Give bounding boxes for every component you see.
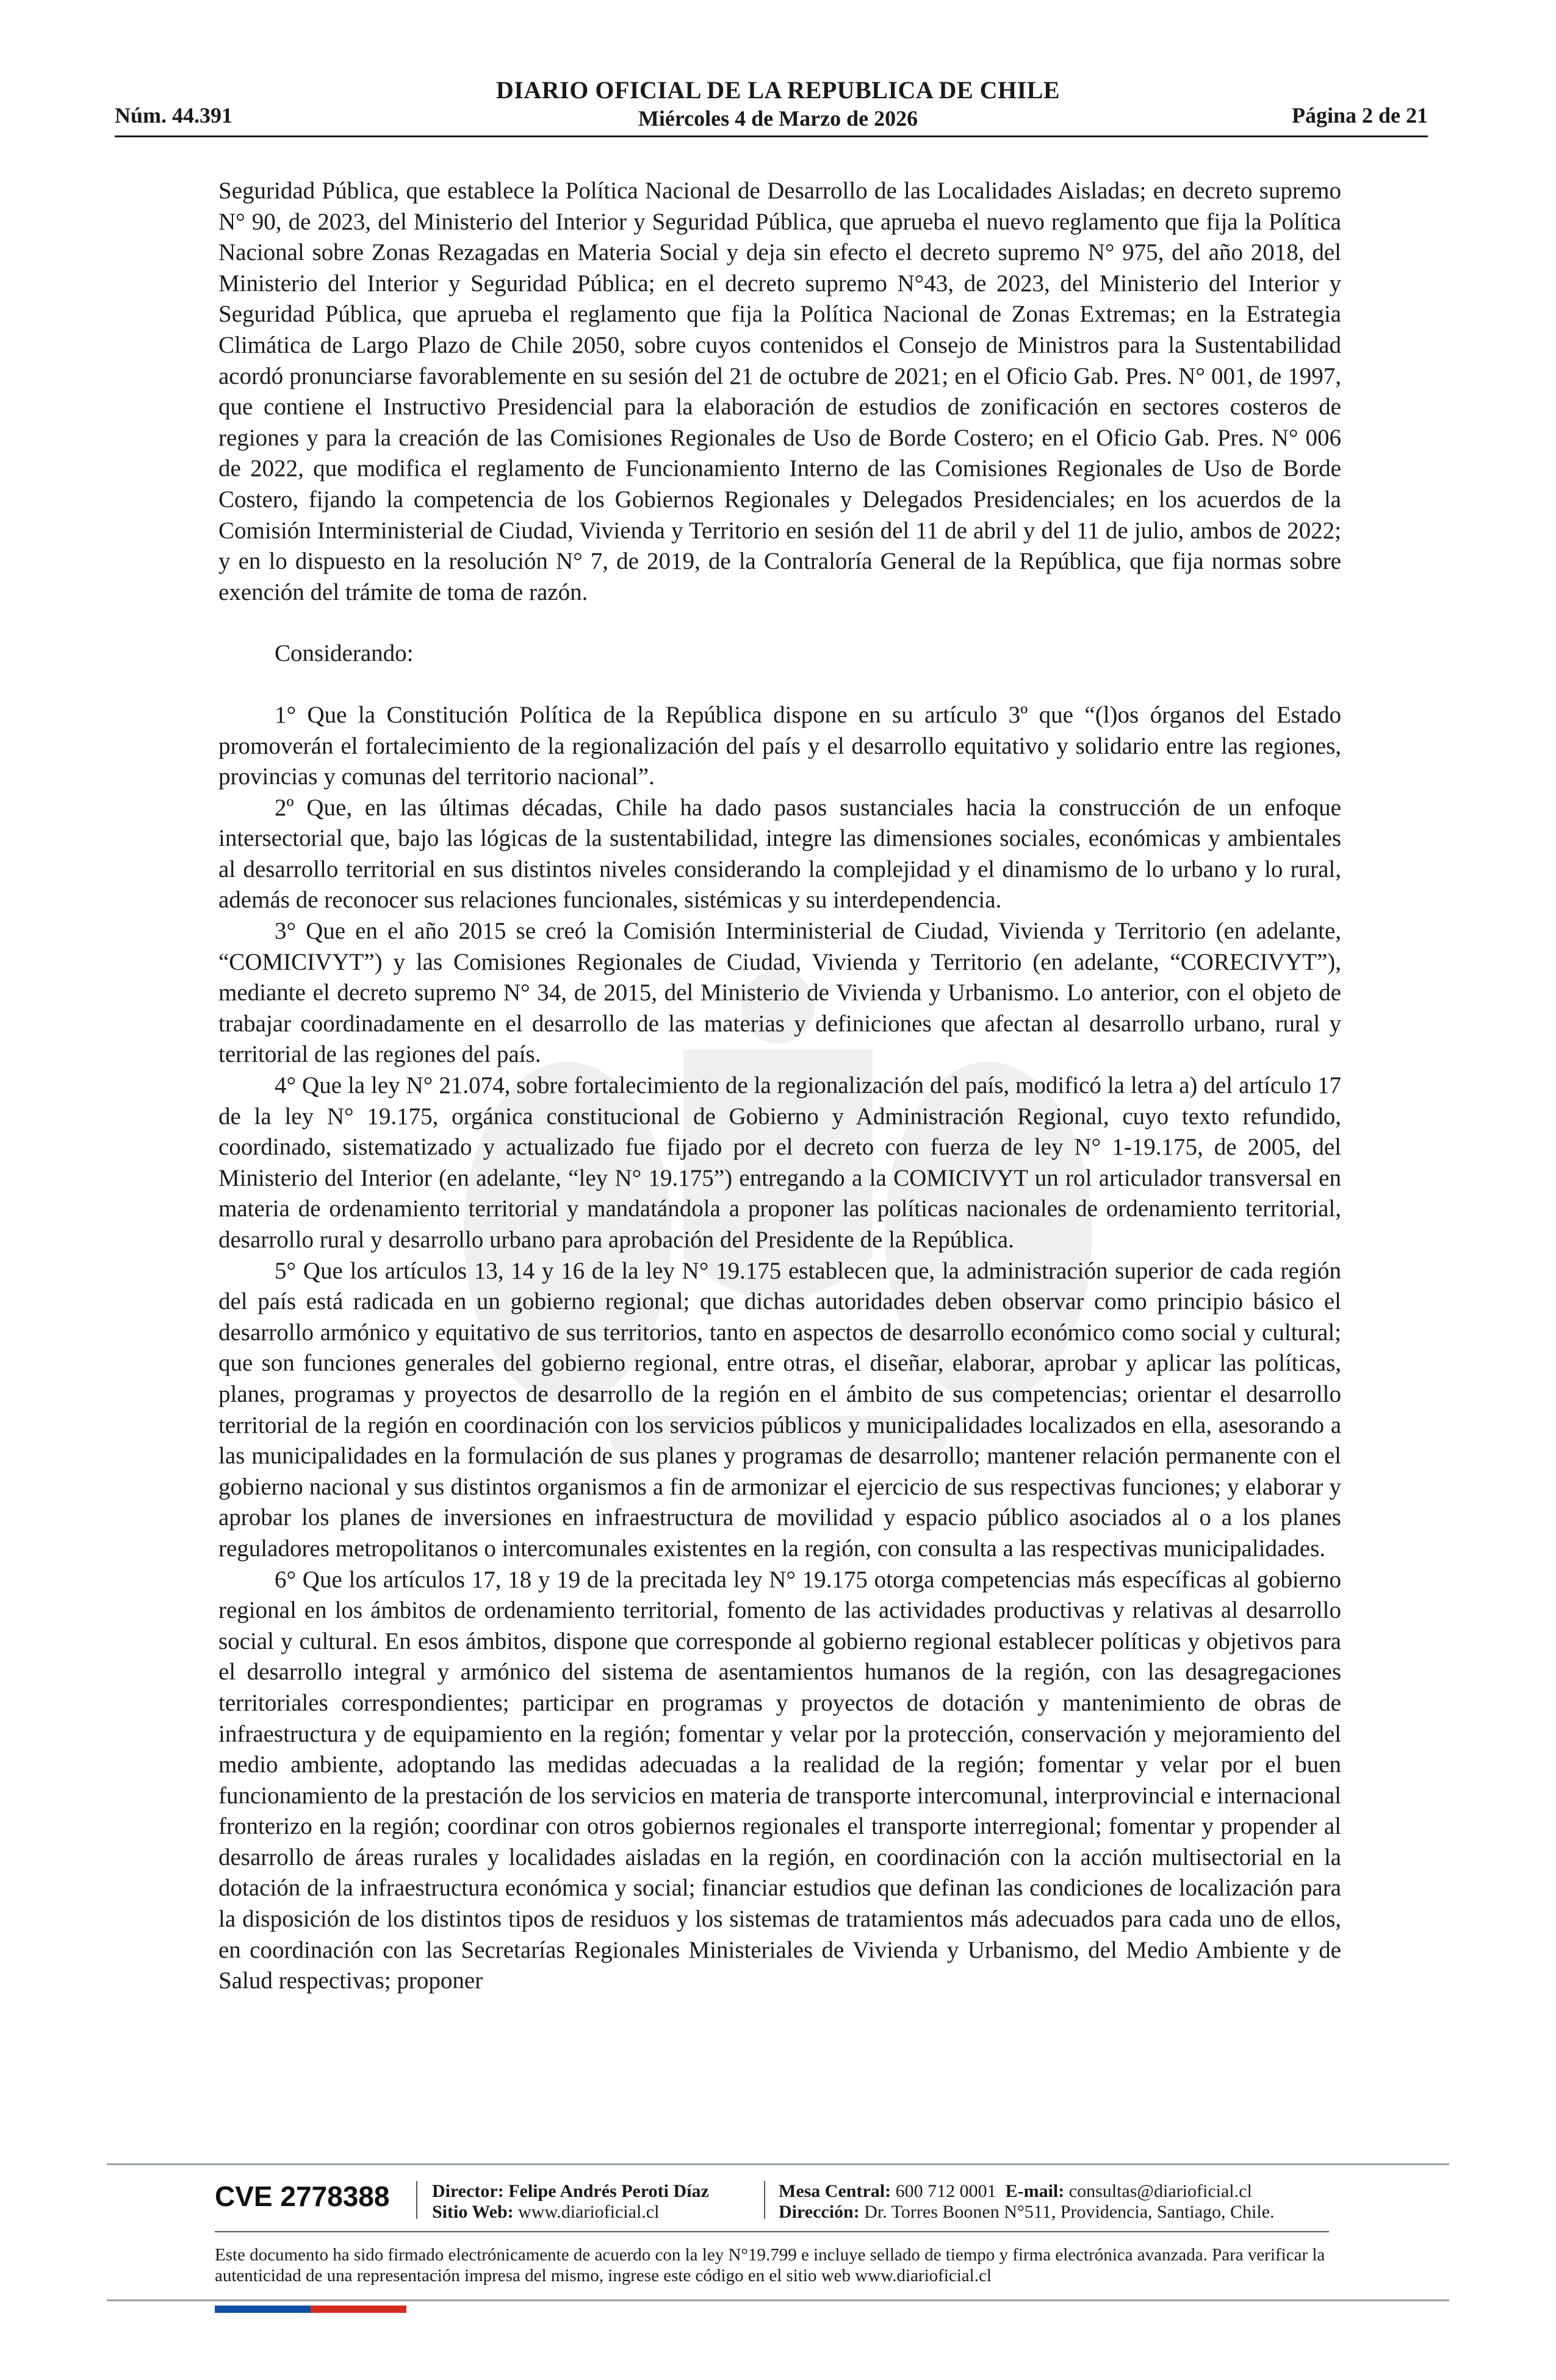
intro-paragraph: Seguridad Pública, que establece la Política Nacional de Desarrollo de las Localidades Aisladas; en decreto supremo N° 90, de 2023, del Ministerio del Interior y Seguridad Pública, que aprueba el nuevo reglamento que fija la Política Nacional sobre Zonas Rezagadas en Materia Social y deja sin efecto el decreto supremo N° 975, del año 2018, del Ministerio del Interior y Seguridad Pública; en el decreto supremo N°43, de 2023, del Ministerio del Interior y Seguridad Pública, que aprueba el reglamento que fija la Política Nacional de Zonas Extremas; en la Estrategia Climática de Largo Plazo de Chile 2050, sobre cuyos contenidos el Consejo de Ministros para la Sustentabilidad acordó pronunciarse favorablemente en su sesión del 21 de octubre de 2021; en el Oficio Gab. Pres. N° 001, de 1997, que contiene el Instructivo Presidencial para la elaboración de estudios de zonificación en sectores costeros de regiones y para la creación de las Comisiones Regionales de Uso de Borde Costero; en el Oficio Gab. Pres. N° 006 de 2022, que modifica el reglamento de Funcionamiento Interno de las Comisiones Regionales de Uso de Borde Costero, fijando la competencia de los Gobiernos Regionales y Delegados Presidenciales; en los acuerdos de la Comisión Interministerial de Ciudad, Vivienda y Territorio en sesión del 11 de abril y del 11 de julio, ambos de 2022; y en lo dispuesto en la resolución N° 7, de 2019, de la Contraloría General de la República, que fija normas sobre exención del trámite de toma de razón. xyxy=(218,178,1341,605)
considerando-paragraph-3: 3° Que en el año 2015 se creó la Comisión Interministerial de Ciudad, Vivienda y Territorio (en adelante, “COMICIVYT”) y las Comisiones Regionales de Ciudad, Vivienda y Territorio (en adelante, “CORECIVYT”), mediante el decreto supremo N° 34, de 2015, del Ministerio de Vivienda y Urbanismo. Lo anterior, con el objeto de trabajar coordinadamente en el desarrollo de las materias y definiciones que afectan al desarrollo urbano, rural y territorial de las regiones del país. xyxy=(218,918,1341,1068)
website-link[interactable]: www.diarioficial.cl xyxy=(518,2202,660,2222)
footer-separator xyxy=(416,2181,417,2219)
footer-bottom-rule xyxy=(107,2299,1449,2301)
newspaper-title: DIARIO OFICIAL DE LA REPUBLICA DE CHILE xyxy=(495,76,1061,104)
footer-director-block xyxy=(432,2181,709,2223)
director-label: Director: xyxy=(432,2181,504,2201)
footer-top-rule xyxy=(107,2163,1449,2165)
considerando-paragraph-1: 1° Que la Constitución Política de la República dispone en su artículo 3º que “(l)os órganos del Estado promoverán el fortalecimiento de la regionalización del país y el desarrollo equitativo y solidario entre las regiones, provincias y comunas del territorio nacional”. xyxy=(218,701,1341,790)
header-divider xyxy=(115,135,1428,137)
considerando-paragraph-6: 6° Que los artículos 17, 18 y 19 de la precitada ley N° 19.175 otorga competencias más específicas al gobierno regional en los ámbitos de ordenamiento territorial, fomento de las actividades productivas y relativas al desarrollo social y cultural. En esos ámbitos, dispone que corresponde al gobierno regional establecer políticas y objetivos para el desarrollo integral y armónico del sistema de asentamientos humanos de la región, con las desagregaciones territoriales correspondientes; participar en programas y proyectos de dotación y mantenimiento de obras de infraestructura y de equipamiento en la región; fomentar y velar por la protección, conservación y mejoramiento del medio ambiente, adoptando las medidas adecuadas a la realidad de la región; fomentar y velar por el buen funcionamiento de la prestación de los servicios en materia de transporte intercomunal, interprovincial e internacional fronterizo en la región; coordinar con otros gobiernos regionales el transporte interregional; fomentar y propender al desarrollo de áreas rurales y localidades aisladas en la región, en coordinación con la acción multisectorial en la dotación de la infraestructura económica y social; financiar estudios que definan las condiciones de localización para la disposición de los distintos tipos de residuos y los sistemas de tratamientos más adecuados para cada uno de ellos, en coordinación con las Secretarías Regionales Ministeriales de Vivienda y Urbanismo, del Medio Ambiente y de Salud respectivas; proponer xyxy=(218,1566,1341,1994)
website-label: Sitio Web: xyxy=(432,2202,514,2222)
footer-separator xyxy=(764,2181,765,2219)
considerando-paragraph-2: 2º Que, en las últimas décadas, Chile ha dado pasos sustanciales hacia la construcción de un enfoque intersectorial que, bajo las lógicas de la sustentabilidad, integre las dimensiones sociales, económicas y ambientales al desarrollo territorial en sus distintos niveles considerando la complejidad y el dinamismo de lo urbano y lo rural, además de reconocer sus relaciones funcionales, sistémicas y su interdependencia. xyxy=(218,794,1341,914)
address-value: Dr. Torres Boonen N°511, Providencia, Santiago, Chile. xyxy=(864,2202,1275,2222)
mesa-central-label: Mesa Central: xyxy=(779,2181,891,2201)
flag-red-segment xyxy=(311,2306,406,2313)
email-label: E-mail: xyxy=(1005,2181,1065,2201)
address-label: Dirección: xyxy=(779,2202,860,2222)
page-number: Página 2 de 21 xyxy=(1291,103,1428,128)
mesa-central-phone: 600 712 0001 xyxy=(895,2181,996,2201)
director-name: Felipe Andrés Peroti Díaz xyxy=(508,2181,709,2201)
considerando-paragraph-4: 4° Que la ley N° 21.074, sobre fortalecimiento de la regionalización del país, modificó la letra a) del artículo 17 de la ley N° 19.175, orgánica constitucional de Gobierno y Administración Regional, cuyo texto refundido, coordinado, sistematizado y actualizado fue fijado por el decreto con fuerza de ley N° 1-19.175, de 2005, del Ministerio del Interior (en adelante, “ley N° 19.175”) entregando a la COMICIVYT un rol articulador transversal en materia de ordenamiento territorial y mandatándola a proponer las políticas nacionales de ordenamiento territorial, desarrollo rural y desarrollo urbano para aprobación del Presidente de la República. xyxy=(218,1072,1341,1253)
footer-contact-block xyxy=(779,2181,1275,2223)
considerando-heading: Considerando: xyxy=(275,640,414,667)
considerando-paragraph-5: 5° Que los artículos 13, 14 y 16 de la ley N° 19.175 establecen que, la administración superior de cada región del país está radicada en un gobierno regional; que dichas autoridades deben observar como principio básico el desarrollo armónico y equitativo de sus territorios, tanto en aspectos de desarrollo económico como social y cultural; que son funciones generales del gobierno regional, entre otras, el diseñar, elaborar, aprobar y aplicar las políticas, planes, programas y proyectos de desarrollo de la región en el ámbito de sus competencias; orientar el desarrollo territorial de la región en coordinación con los servicios públicos y municipalidades localizados en ella, asesorando a las municipalidades en la formulación de sus planes y programas de desarrollo; mantener relación permanente con el gobierno nacional y sus distintos organismos a fin de armonizar el ejercicio de sus respectivas funciones; y elaborar y aprobar los planes de inversiones en infraestructura de movilidad y espacio público asociados al o a los planes reguladores metropolitanos o intercomunales existentes en la región, con consulta a las respectivas municipalidades. xyxy=(218,1257,1341,1562)
issue-number: Núm. 44.391 xyxy=(115,103,233,128)
cve-code: CVE 2778388 xyxy=(215,2180,390,2212)
publication-date: Miércoles 4 de Marzo de 2026 xyxy=(638,106,918,131)
email-link[interactable]: consultas@diarioficial.cl xyxy=(1068,2181,1252,2201)
footer-middle-rule xyxy=(215,2231,1329,2232)
signature-notice: Este documento ha sido firmado electrónicamente de acuerdo con la ley N°19.799 e incluye sellado de tiempo y firma electrónica avanzada. Para verificar la autenticidad de una representación impresa del mismo, ingrese este código en el sitio web www.diarioficial.cl xyxy=(215,2245,1325,2285)
chile-flag-stripe xyxy=(215,2306,406,2313)
flag-blue-segment xyxy=(215,2306,311,2313)
document-body xyxy=(218,176,1341,1997)
